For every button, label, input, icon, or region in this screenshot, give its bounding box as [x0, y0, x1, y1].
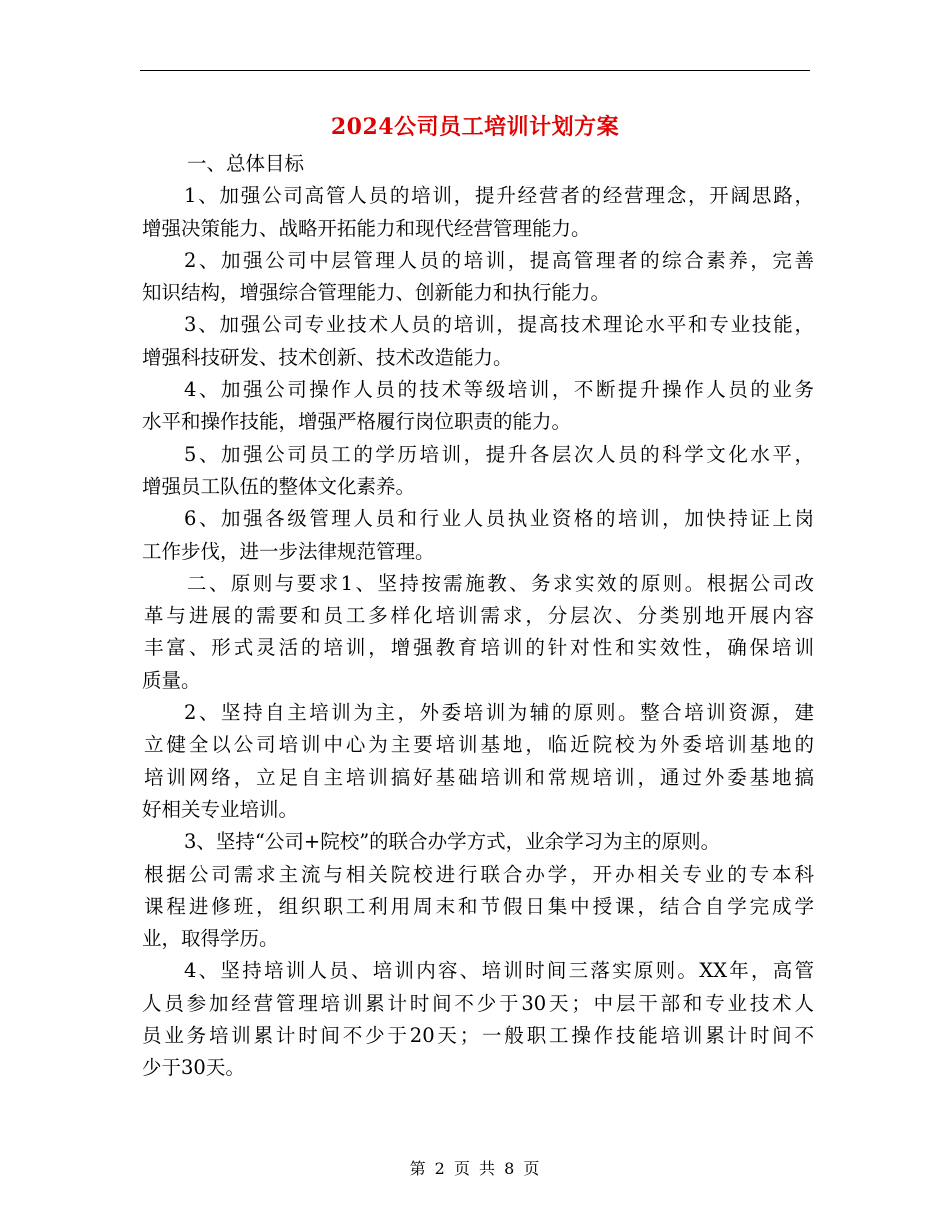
- text-line: 课程进修班，组织职工利用周末和节假日集中授课，结合自学完成学: [144, 894, 814, 918]
- text-line: 知识结构，增强综合管理能力、创新能力和执行能力。: [142, 281, 611, 305]
- text-line: 一、总体目标: [187, 152, 305, 175]
- text-line: 好相关专业培训。: [142, 797, 299, 821]
- text-line: 1、加强公司高管人员的培训，提升经营者的经营理念，开阔思路，: [184, 184, 814, 208]
- text-line: 3、加强公司专业技术人员的培训，提高技术理论水平和专业技能，: [184, 313, 814, 337]
- text-line: 员业务培训累计时间不少于20天；一般职工操作技能培训累计时间不: [142, 1024, 814, 1048]
- text-line: 3、坚持“公司+院校”的联合办学方式，业余学习为主的原则。: [184, 830, 721, 854]
- text-line: 丰富、形式灵活的培训，增强教育培训的针对性和实效性，确保培训: [144, 636, 814, 660]
- text-line: 5、加强公司员工的学历培训，提升各层次人员的科学文化水平，: [184, 442, 814, 466]
- text-line: 革与进展的需要和员工多样化培训需求，分层次、分类别地开展内容: [144, 604, 814, 628]
- text-line: 业，取得学历。: [142, 927, 279, 951]
- text-line: 6、加强各级管理人员和行业人员执业资格的培训，加快持证上岗: [184, 507, 814, 531]
- text-line: 立健全以公司培训中心为主要培训基地，临近院校为外委培训基地的: [144, 733, 814, 757]
- text-line: 2、坚持自主培训为主，外委培训为辅的原则。整合培训资源，建: [184, 701, 814, 725]
- text-line: 4、坚持培训人员、培训内容、培训时间三落实原则。XX年，高管: [184, 959, 814, 983]
- document-body: [142, 148, 814, 1085]
- page-number: 第 2 页 共 8 页: [409, 1159, 541, 1178]
- text-line: 二、原则与要求1、坚持按需施教、务求实效的原则。根据公司改: [187, 571, 814, 595]
- text-line: 水平和操作技能，增强严格履行岗位职责的能力。: [142, 410, 572, 434]
- text-line: 2、加强公司中层管理人员的培训，提高管理者的综合素养，完善: [184, 248, 814, 272]
- text-line: 人员参加经营管理培训累计时间不少于30天；中层干部和专业技术人: [142, 991, 814, 1015]
- text-line: 质量。: [142, 668, 201, 692]
- text-line: 增强科技研发、技术创新、技术改造能力。: [142, 345, 513, 369]
- text-line: 增强决策能力、战略开拓能力和现代经营管理能力。: [142, 216, 591, 240]
- text-line: 根据公司需求主流与相关院校进行联合办学，开办相关专业的专本科: [144, 862, 814, 886]
- text-line: 工作步伐，进一步法律规范管理。: [142, 539, 435, 563]
- text-line: 4、加强公司操作人员的技术等级培训，不断提升操作人员的业务: [184, 378, 814, 402]
- text-line: 增强员工队伍的整体文化素养。: [142, 474, 416, 498]
- header-rule: [140, 70, 810, 71]
- text-line: 少于30天。: [142, 1056, 245, 1080]
- document-title: 2024公司员工培训计划方案: [330, 114, 620, 140]
- text-line: 培训网络，立足自主培训搞好基础培训和常规培训，通过外委基地搞: [144, 765, 814, 789]
